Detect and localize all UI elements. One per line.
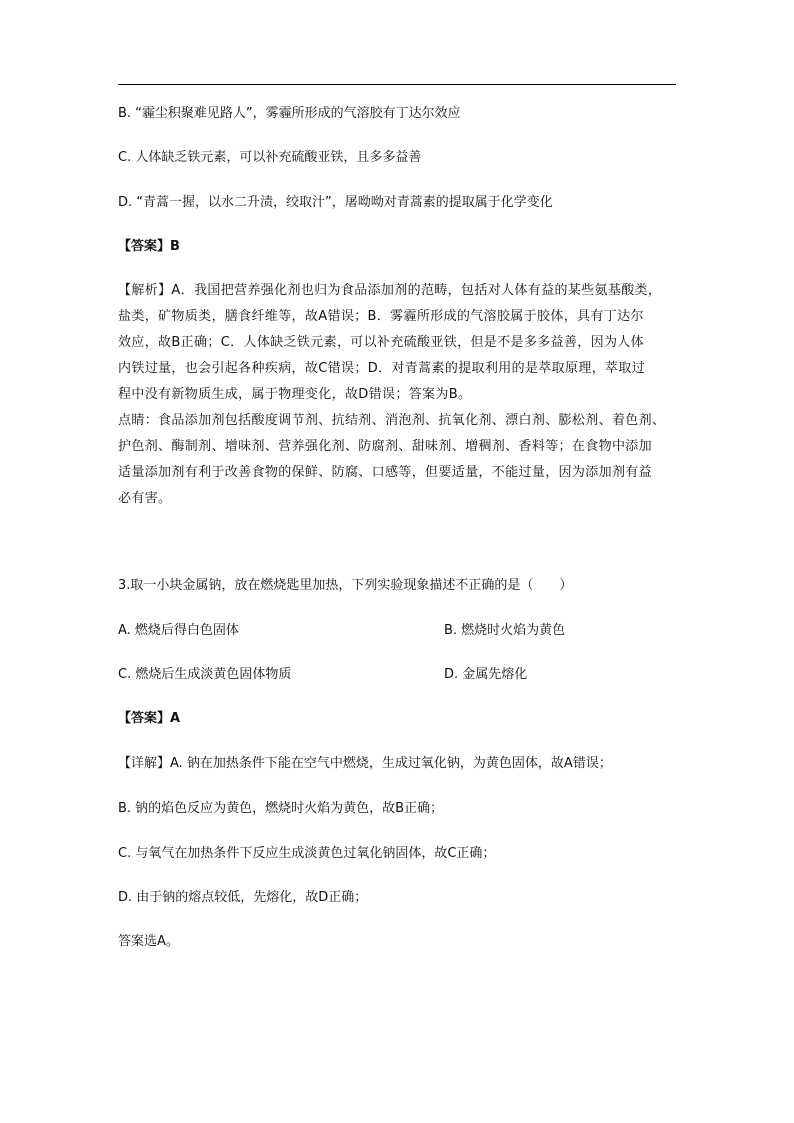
point-block [118,408,678,512]
point-line-1: 点睛：食品添加剂包括酸度调节剂、抗结剂、消泡剂、抗氧化剂、漂白剂、膨松剂、着色剂、 [118,413,666,428]
header-rule [118,84,676,85]
detail-final: 答案选A。 [118,934,179,949]
question-3-option-b: B. 燃烧时火焰为黄色 [444,623,566,638]
point-line-3: 适量添加剂有利于改善食物的保鲜、防腐、口感等，但要适量，不能过量，因为添加剂有益 [118,465,653,480]
question-3-option-a: A. 燃烧后得白色固体 [118,623,239,638]
question-3-option-c: C. 燃烧后生成淡黄色固体物质 [118,667,292,682]
point-line-2: 护色剂、酶制剂、增味剂、营养强化剂、防腐剂、甜味剂、增稠剂、香料等；在食物中添加 [118,439,653,454]
analysis-line-1: 【解析】A．我国把营养强化剂也归为食品添加剂的范畴，包括对人体有益的某些氨基酸类， [118,283,662,298]
detail-c: C. 与氧气在加热条件下反应生成淡黄色过氧化钠固体，故C正确； [118,846,496,861]
detail-a: 【详解】A. 钠在加热条件下能在空气中燃烧，生成过氧化钠，为黄色固体，故A错误； [118,756,612,771]
analysis-block [118,278,678,408]
answer-3: 【答案】A [118,711,181,726]
detail-b: B. 钠的焰色反应为黄色，燃烧时火焰为黄色，故B正确； [118,801,444,816]
analysis-line-5: 程中没有新物质生成，属于物理变化，故D错误；答案为B。 [118,387,472,402]
option-b-prev: B. “霾尘积聚难见路人”，雾霾所形成的气溶胶有丁达尔效应 [118,106,461,121]
analysis-line-4: 内铁过量，也会引起各种疾病，故C错误；D．对青蒿素的提取利用的是萃取原理，萃取过 [118,361,646,376]
detail-d: D. 由于钠的熔点较低，先熔化，故D正确； [118,890,368,905]
answer-prev: 【答案】B [118,239,180,254]
analysis-line-2: 盐类，矿物质类，膳食纤维等，故A错误；B．雾霾所形成的气溶胶属于胶体，具有丁达尔 [118,309,644,324]
question-3-option-d: D. 金属先熔化 [444,667,528,682]
point-line-4: 必有害。 [118,491,172,506]
question-3-stem: 3.取一小块金属钠，放在燃烧匙里加热，下列实验现象描述不正确的是（ ） [118,578,573,593]
option-c-prev: C. 人体缺乏铁元素，可以补充硫酸亚铁，且多多益善 [118,150,422,165]
option-d-prev: D. “青蒿一握，以水二升渍，绞取汁”，屠呦呦对青蒿素的提取属于化学变化 [118,195,553,210]
analysis-line-3: 效应，故B正确；C．人体缺乏铁元素，可以补充硫酸亚铁，但是不是多多益善，因为人体 [118,335,644,350]
